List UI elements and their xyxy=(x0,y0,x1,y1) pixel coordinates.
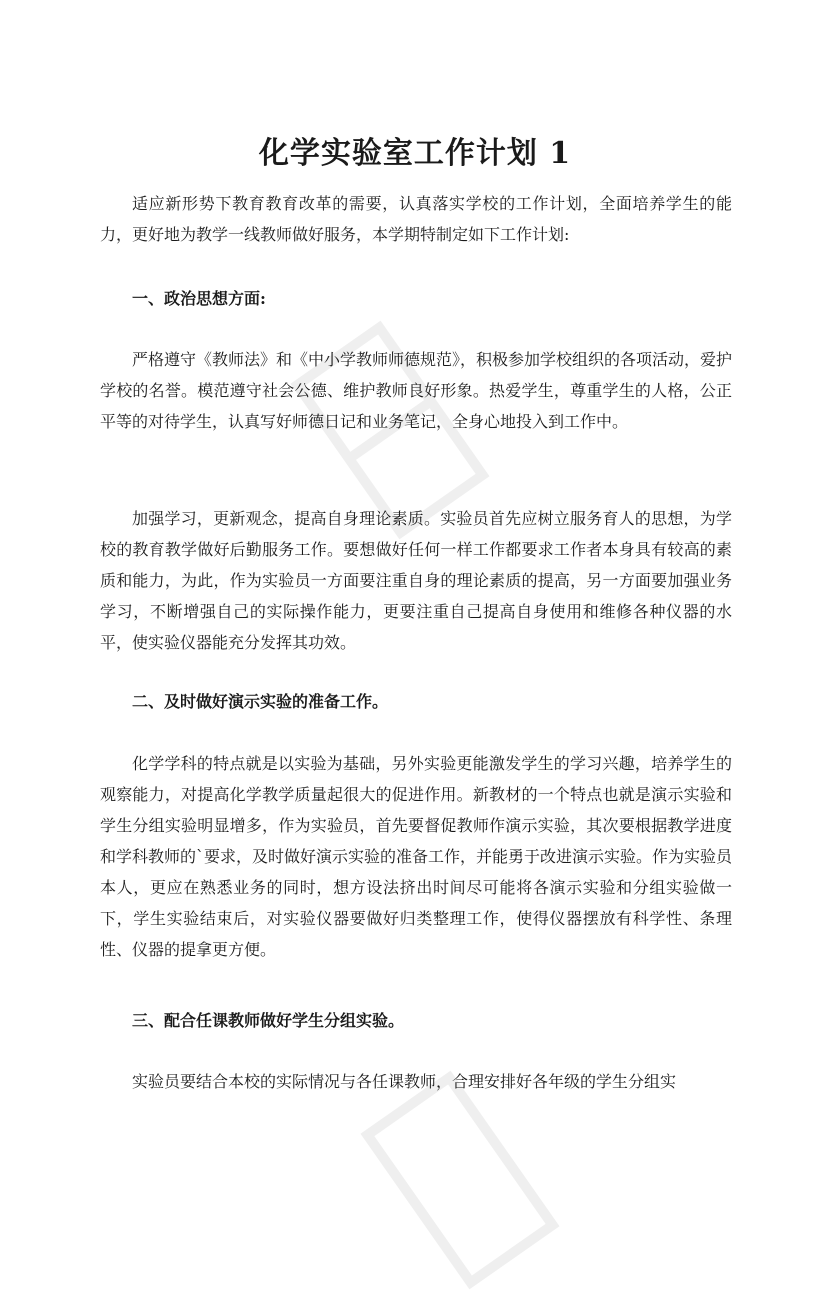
intro-paragraph: 适应新形势下教育教育改革的需要，认真落实学校的工作计划，全面培养学生的能力，更好地为教学一线教师做好服务，本学期特制定如下工作计划: xyxy=(100,194,732,244)
body-paragraph: 实验员要结合本校的实际情况与各任课教师，合理安排好各年级的学生分组实 xyxy=(132,1072,677,1091)
body-paragraph: 化学学科的特点就是以实验为基础，另外实验更能激发学生的学习兴趣，培养学生的观察能力，对提高化学教学质量起很大的促进作用。新教材的一个特点也就是演示实验和学生分组实验明显增多，作为实验员，首先要督促教师作演示实验，其次要根据教学进度和学科教师的`要求，及时做好演示实验的准备工作，并能勇于改进演示实验。作为实验员本人，更应在熟悉业务的同时，想方设法挤出时间尽可能将各演示实验和分组实验做一下，学生实验结束后，对实验仪器要做好归类整理工作，使得仪器摆放有科学性、条理性、仪器的提拿更方便。 xyxy=(100,754,733,959)
watermark-graphic xyxy=(353,1064,566,1296)
body-paragraph: 严格遵守《教师法》和《中小学教师师德规范》，积极参加学校组织的各项活动，爱护学校的名誉。模范遵守社会公德、维护教师良好形象。热爱学生，尊重学生的人格，公正平等的对待学生，认真写好师德日记和业务笔记，全身心地投入到工作中。 xyxy=(100,350,733,431)
section-heading: 二、及时做好演示实验的准备工作。 xyxy=(132,692,389,711)
section-heading: 一、政治思想方面: xyxy=(132,289,266,308)
body-paragraph: 加强学习，更新观念，提高自身理论素质。实验员首先应树立服务育人的思想，为学校的教育教学做好后勤服务工作。要想做好任何一样工作都要求工作者本身具有较高的素质和能力，为此，作为实验员一方面要注重自身的理论素质的提高，另一方面要加强业务学习，不断增强自己的实际操作能力，更要注重自己提高自身使用和维修各种仪器的水平，使实验仪器能充分发挥其功效。 xyxy=(100,509,732,652)
section-heading: 三、配合任课教师做好学生分组实验。 xyxy=(132,1011,405,1030)
document-title: 化学实验室工作计划 1 xyxy=(258,136,572,172)
